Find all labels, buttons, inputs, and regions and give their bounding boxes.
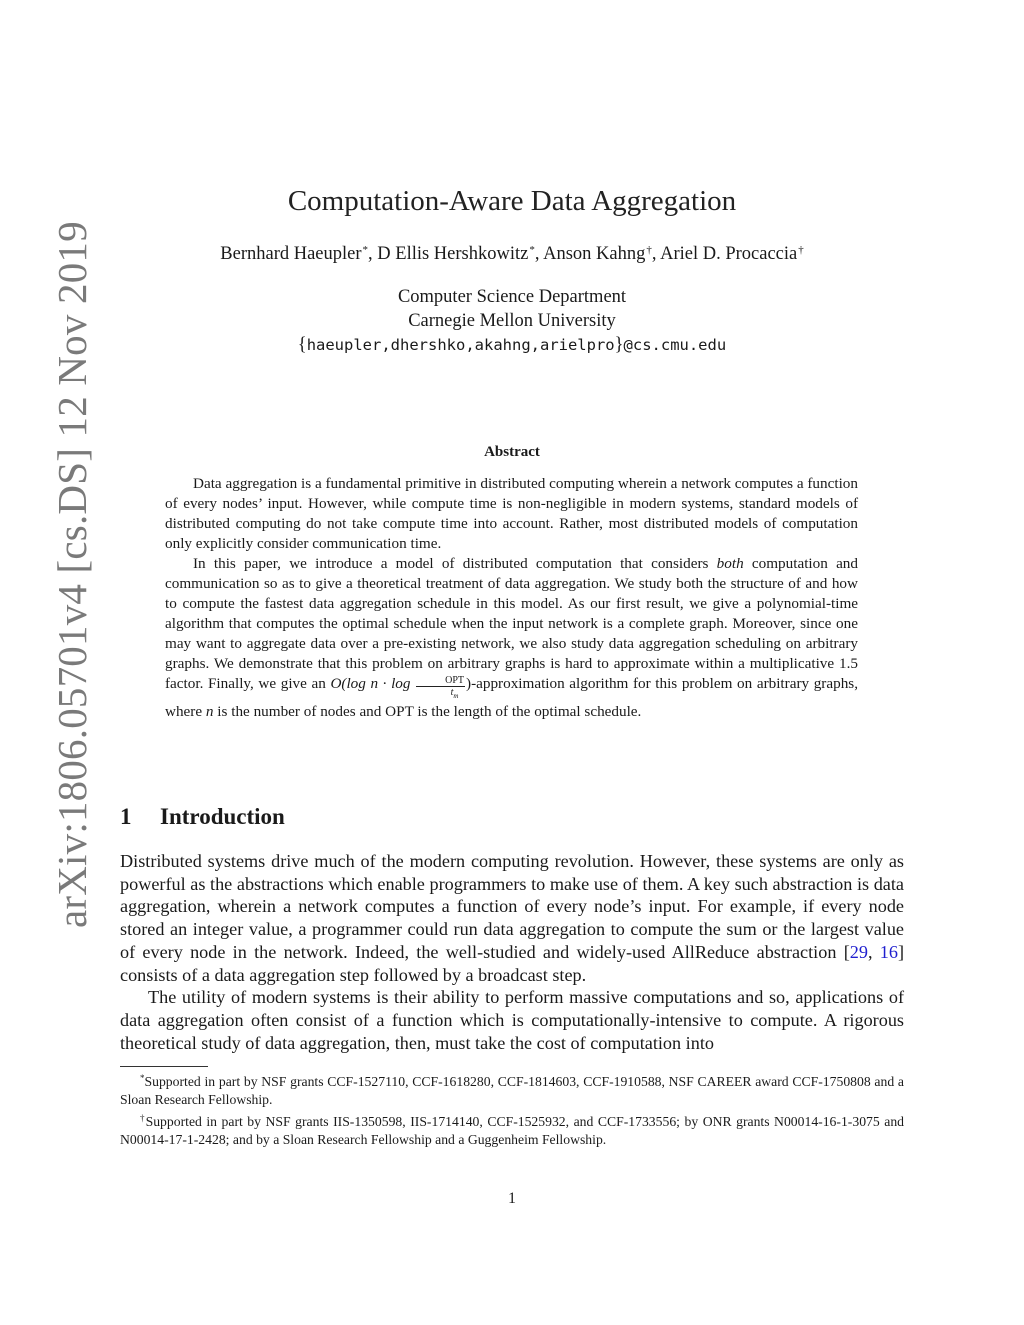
abstract-paragraph: In this paper, we introduce a model of distributed computation that considers both computation and communication so as to give a theoretical treatment of data aggregation. We study both the structure of and how to compute the fastest data aggregation schedule in this model. As our first result, we give a polynomial-time algorithm that computes the optimal schedule when the input network is a complete graph. Moreover, since one may want to aggregate data over a pre-existing network, we also study data aggregation scheduling on arbitrary graphs. We demonstrate that this problem on arbitrary graphs is hard to approximate within a multiplicative 1.5 factor. Finally, we give an O(log n · log $\frac{\text{OPT}}{t_m}$ )-approximation algorithm for this problem on arbitrary graphs, where n is the number of nodes and OPT is the length of the optimal schedule. <box>165 555 858 720</box>
body-paragraph: Distributed systems drive much of the modern computing revolution. However, these systems are only as powerful as the abstractions which enable programmers to make use of them. A key such abstraction is data aggregation, wherein a network computes a function of every node’s input. For example, if every node stored an integer value, a programmer could run data aggregation to compute the sum or the largest value of every node in the network. Indeed, the well-studied and widely-used AllReduce abstraction [29, 16] consists of a data aggregation step followed by a broadcast step. <box>120 851 904 985</box>
author-emails <box>0 335 1024 356</box>
author-footnote-mark: * <box>362 244 369 256</box>
footnote: †Supported in part by NSF grants IIS-1350598, IIS-1714140, CCF-1525932, and CCF-1733556; by ONR grants N00014-16-1-3075 and N00014-17-1-2428; and by a Sloan Research Fellowship and a Guggenheim Fellowship. <box>120 1113 905 1147</box>
author-footnote-mark: † <box>798 244 804 256</box>
author-name: D Ellis Hershkowitz <box>377 244 529 264</box>
footnote-divider <box>120 1066 208 1067</box>
affiliation-university: Carnegie Mellon University <box>408 311 616 331</box>
footnote: *Supported in part by NSF grants CCF-1527110, CCF-1618280, CCF-1814603, CCF-1910588, NSF CAREER award CCF-1750808 and a Sloan Research Fellowship. <box>120 1073 904 1107</box>
author-name: Ariel D. Procaccia <box>660 244 798 264</box>
footnotes <box>120 1069 904 1149</box>
section-title: Introduction <box>160 804 285 829</box>
author-name: Anson Kahng <box>543 244 646 264</box>
arxiv-identifier-stamp: arXiv:1806.05701v4 [cs.DS] 12 Nov 2019 <box>49 221 95 928</box>
abstract-body <box>165 474 858 722</box>
body-paragraph: The utility of modern systems is their ability to perform massive computations and so, applications of data aggregation often consist of a function which is computationally-intensive to compute. A rigorous theoretical study of data aggregation, then, must take the cost of computation into <box>120 987 904 1053</box>
section-heading-introduction <box>120 804 285 830</box>
introduction-body <box>120 850 904 1054</box>
section-number: 1 <box>120 804 132 829</box>
author-footnote-mark: * <box>529 244 535 256</box>
author-list: Bernhard Haeupler*, D Ellis Hershkowitz*, Anson Kahng†, Ariel D. Procaccia† <box>220 244 804 264</box>
opt-over-tm-fraction: $\frac{\text{OPT}}{t_m}$ <box>416 675 465 702</box>
author-name: Bernhard Haeupler <box>220 244 362 264</box>
email-line: {haeupler,dhershko,akahng,arielpro}@cs.cmu.edu <box>297 335 727 355</box>
big-o-expression: O(log n · log <box>330 675 416 692</box>
citation-link[interactable]: 29 <box>849 941 868 962</box>
author-footnote-mark: † <box>646 244 652 256</box>
citation-link[interactable]: 16 <box>879 941 898 962</box>
abstract-paragraph: Data aggregation is a fundamental primitive in distributed computing wherein a network computes a function of every nodes’ input. However, while compute time is non-negligible in modern systems, standard models of distributed computing do not take compute time into account. Rather, most distributed models of computation only explicitly consider communication time. <box>165 475 858 552</box>
abstract-heading: Abstract <box>484 444 540 460</box>
page-number: 1 <box>508 1190 516 1207</box>
paper-title: Computation-Aware Data Aggregation <box>287 185 737 217</box>
affiliation-department: Computer Science Department <box>397 287 627 307</box>
